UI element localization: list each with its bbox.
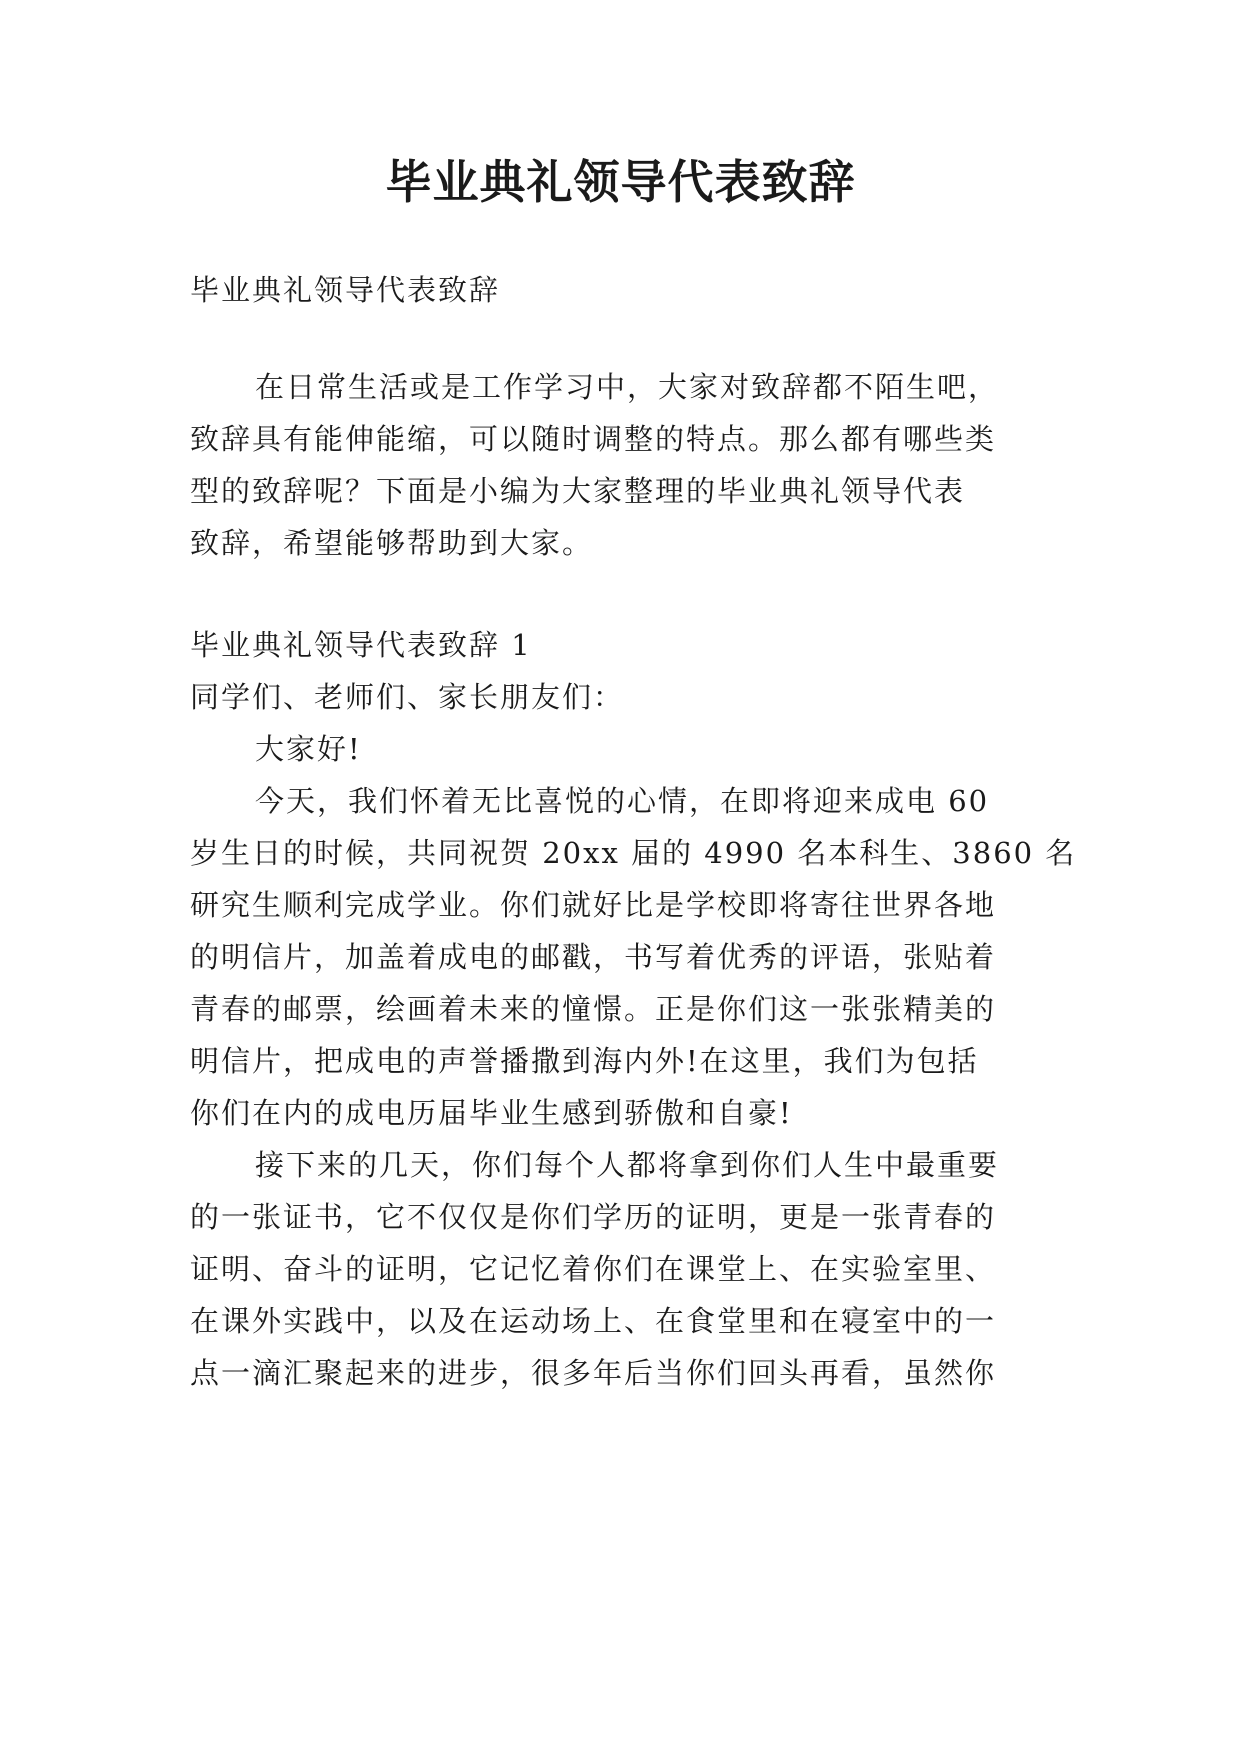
paragraph-line: 的明信片，加盖着成电的邮戳，书写着优秀的评语，张贴着	[190, 940, 997, 974]
intro-line: 在日常生活或是工作学习中，大家对致辞都不陌生吧，	[255, 370, 1000, 404]
paragraph-line: 接下来的几天，你们每个人都将拿到你们人生中最重要	[255, 1148, 1000, 1182]
paragraph-line: 你们在内的成电历届毕业生感到骄傲和自豪!	[190, 1096, 793, 1130]
paragraph-line: 明信片，把成电的声誉播撒到海内外!在这里，我们为包括	[190, 1044, 979, 1078]
paragraph-line: 的一张证书，它不仅仅是你们学历的证明，更是一张青春的	[190, 1200, 997, 1234]
subtitle: 毕业典礼领导代表致辞	[190, 273, 501, 307]
paragraph-line: 证明、奋斗的证明，它记忆着你们在课堂上、在实验室里、	[190, 1252, 997, 1286]
paragraph-line: 在课外实践中，以及在运动场上、在食堂里和在寝室中的一	[190, 1304, 997, 1338]
salutation: 同学们、老师们、家长朋友们：	[190, 680, 625, 714]
paragraph-line: 青春的邮票，绘画着未来的憧憬。正是你们这一张张精美的	[190, 992, 997, 1026]
greeting: 大家好!	[255, 732, 362, 766]
intro-line: 致辞具有能伸能缩，可以随时调整的特点。那么都有哪些类	[190, 422, 997, 456]
paragraph-line: 点一滴汇聚起来的进步，很多年后当你们回头再看，虽然你	[190, 1356, 997, 1390]
paragraph-line: 岁生日的时候，共同祝贺 20xx 届的 4990 名本科生、3860 名	[190, 836, 1077, 870]
paragraph-line: 研究生顺利完成学业。你们就好比是学校即将寄往世界各地	[190, 888, 997, 922]
section-heading: 毕业典礼领导代表致辞 1	[190, 628, 532, 662]
intro-line: 致辞，希望能够帮助到大家。	[190, 526, 594, 560]
paragraph-line: 今天，我们怀着无比喜悦的心情，在即将迎来成电 60	[255, 784, 990, 818]
document-title: 毕业典礼领导代表致辞	[385, 155, 856, 209]
intro-line: 型的致辞呢？下面是小编为大家整理的毕业典礼领导代表	[190, 474, 966, 508]
